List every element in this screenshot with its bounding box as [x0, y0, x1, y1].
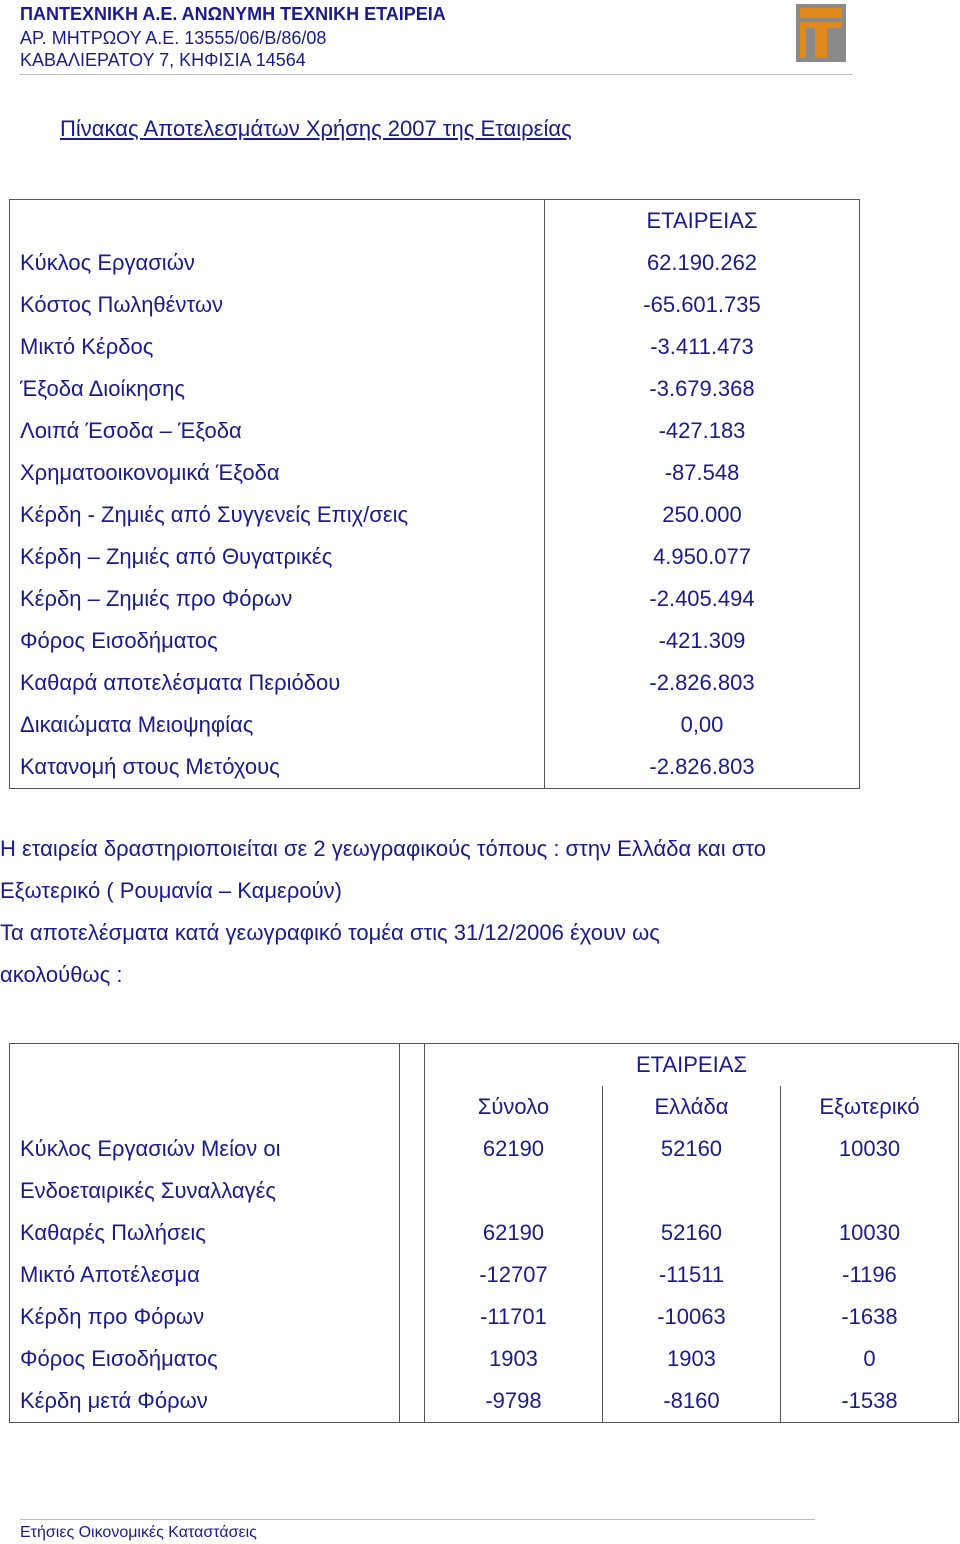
- row-value: -1538: [780, 1380, 958, 1423]
- row-value: 10030: [780, 1212, 958, 1254]
- registry-number: ΑΡ. ΜΗΤΡΩΟΥ Α.Ε. 13555/06/Β/86/08: [20, 28, 327, 48]
- row-label: Φόρος Εισοδήματος: [10, 1338, 400, 1380]
- row-value: 52160: [602, 1128, 780, 1170]
- row-value: -8160: [602, 1380, 780, 1423]
- table-row-continuation: [10, 1170, 959, 1212]
- footer-divider: [20, 1519, 815, 1520]
- footer-text: Ετήσιες Οικονομικές Καταστάσεις: [20, 1524, 257, 1541]
- company-name: ΠΑΝΤΕΧΝΙΚΗ Α.Ε. ΑΝΩΝΥΜΗ ΤΕΧΝΙΚΗ ΕΤΑΙΡΕΙΑ: [20, 4, 446, 24]
- row-value: -2.826.803: [545, 662, 860, 704]
- segment-columns-row: [10, 1086, 959, 1128]
- results-column-header: ΕΤΑΙΡΕΙΑΣ: [545, 200, 860, 243]
- segment-group-header: ΕΤΑΙΡΕΙΑΣ: [424, 1044, 958, 1087]
- company-logo: [796, 4, 846, 62]
- table-row: [10, 1254, 959, 1296]
- row-label: Μικτό Αποτέλεσμα: [10, 1254, 400, 1296]
- paragraph-line-1: Η εταιρεία δραστηριοποιείται σε 2 γεωγραφικούς τόπους : στην Ελλάδα και στο: [0, 836, 766, 861]
- row-label: Κόστος Πωληθέντων: [10, 284, 545, 326]
- row-value: -421.309: [545, 620, 860, 662]
- row-label: Μικτό Κέρδος: [10, 326, 545, 368]
- row-value: -10063: [602, 1296, 780, 1338]
- header-divider: [20, 74, 852, 75]
- row-label: Κέρδη – Ζημιές προ Φόρων: [10, 578, 545, 620]
- row-label: Κύκλος Εργασιών Μείον οι: [10, 1128, 400, 1170]
- row-gap: [400, 1254, 425, 1296]
- column-header-greece: Ελλάδα: [602, 1086, 780, 1128]
- table-row: [10, 578, 860, 620]
- row-gap: [400, 1296, 425, 1338]
- row-gap: [400, 1128, 425, 1170]
- column-header-total: Σύνολο: [424, 1086, 602, 1128]
- row-gap: [400, 1212, 425, 1254]
- row-value: -1638: [780, 1296, 958, 1338]
- segment-columns-gap: [400, 1086, 425, 1128]
- row-label: Καθαρές Πωλήσεις: [10, 1212, 400, 1254]
- table-row: [10, 1338, 959, 1380]
- row-value: 250.000: [545, 494, 860, 536]
- paragraph-line-2: Εξωτερικό ( Ρουμανία – Καμερούν): [0, 878, 342, 903]
- row-value-empty: [424, 1170, 602, 1212]
- table-row: [10, 746, 860, 789]
- row-label: Φόρος Εισοδήματος: [10, 620, 545, 662]
- table-row: [10, 1296, 959, 1338]
- company-address: ΚΑΒΑΛΙΕΡΑΤΟΥ 7, ΚΗΦΙΣΙΑ 14564: [20, 50, 306, 70]
- row-value: -1196: [780, 1254, 958, 1296]
- row-value: 62.190.262: [545, 242, 860, 284]
- row-value: 1903: [424, 1338, 602, 1380]
- row-value: 0,00: [545, 704, 860, 746]
- row-label: Χρηματοοικονομικά Έξοδα: [10, 452, 545, 494]
- table-row: [10, 704, 860, 746]
- row-value: -3.411.473: [545, 326, 860, 368]
- table-row: [10, 284, 860, 326]
- table-row: [10, 368, 860, 410]
- table-row: [10, 494, 860, 536]
- table-row: [10, 242, 860, 284]
- results-header-row: [10, 200, 860, 243]
- row-gap: [400, 1170, 425, 1212]
- column-header-abroad: Εξωτερικό: [780, 1086, 958, 1128]
- row-value: -11701: [424, 1296, 602, 1338]
- table-row: [10, 1380, 959, 1423]
- row-value: -2.826.803: [545, 746, 860, 789]
- row-label: Κέρδη προ Φόρων: [10, 1296, 400, 1338]
- row-label: Κέρδη – Ζημιές από Θυγατρικές: [10, 536, 545, 578]
- segment-header-empty: [10, 1044, 400, 1087]
- table-row: [10, 410, 860, 452]
- row-value: 0: [780, 1338, 958, 1380]
- table-row: [10, 1212, 959, 1254]
- row-value: 4.950.077: [545, 536, 860, 578]
- row-label: Καθαρά αποτελέσματα Περιόδου: [10, 662, 545, 704]
- row-value: 62190: [424, 1128, 602, 1170]
- row-value: -2.405.494: [545, 578, 860, 620]
- row-value: -9798: [424, 1380, 602, 1423]
- table-row: [10, 326, 860, 368]
- paragraph-line-3: Τα αποτελέσματα κατά γεωγραφικό τομέα στις 31/12/2006 έχουν ως: [0, 920, 660, 945]
- row-label: Κέρδη μετά Φόρων: [10, 1380, 400, 1423]
- row-label: Δικαιώματα Μειοψηφίας: [10, 704, 545, 746]
- row-value: -11511: [602, 1254, 780, 1296]
- row-value-empty: [602, 1170, 780, 1212]
- row-label: Κέρδη - Ζημιές από Συγγενείς Επιχ/σεις: [10, 494, 545, 536]
- row-value: -65.601.735: [545, 284, 860, 326]
- table-row: [10, 662, 860, 704]
- row-gap: [400, 1380, 425, 1423]
- paragraph-line-4: ακολούθως :: [0, 962, 123, 987]
- results-table: [9, 199, 860, 789]
- row-value: -427.183: [545, 410, 860, 452]
- row-gap: [400, 1338, 425, 1380]
- page-title: Πίνακας Αποτελεσμάτων Χρήσης 2007 της Εταιρείας: [60, 116, 572, 141]
- segment-header-gap: [400, 1044, 425, 1087]
- row-value: 1903: [602, 1338, 780, 1380]
- table-row: [10, 536, 860, 578]
- segment-columns-empty: [10, 1086, 400, 1128]
- row-value: 10030: [780, 1128, 958, 1170]
- segment-group-header-row: [10, 1044, 959, 1087]
- row-value: 52160: [602, 1212, 780, 1254]
- table-row: [10, 452, 860, 494]
- segment-table: [9, 1043, 959, 1423]
- row-value-empty: [780, 1170, 958, 1212]
- row-value: -3.679.368: [545, 368, 860, 410]
- row-label: Λοιπά Έσοδα – Έξοδα: [10, 410, 545, 452]
- row-label: Έξοδα Διοίκησης: [10, 368, 545, 410]
- row-label: Κατανομή στους Μετόχους: [10, 746, 545, 789]
- row-value: 62190: [424, 1212, 602, 1254]
- row-value: -87.548: [545, 452, 860, 494]
- row-value: -12707: [424, 1254, 602, 1296]
- table-row: [10, 620, 860, 662]
- row-label-continuation: Ενδοεταιρικές Συναλλαγές: [10, 1170, 400, 1212]
- row-label: Κύκλος Εργασιών: [10, 242, 545, 284]
- table-row: [10, 1128, 959, 1170]
- results-header-empty: [10, 200, 545, 243]
